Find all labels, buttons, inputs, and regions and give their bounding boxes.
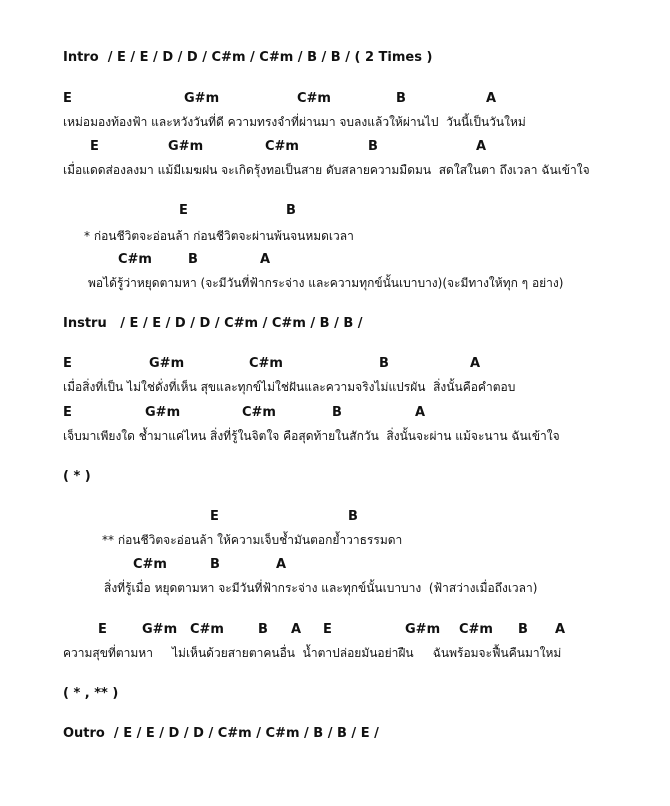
outro-line: Outro / E / E / D / D / C#m / C#m / B / B / E / — [63, 726, 379, 741]
chord: B — [518, 622, 528, 637]
chord: C#m — [190, 622, 224, 637]
chord: E — [63, 91, 72, 106]
chord: A — [276, 557, 287, 572]
chord: C#m — [297, 91, 331, 106]
chord: A — [260, 252, 271, 267]
chord: C#m — [118, 252, 152, 267]
repeat-both-chorus-marker: ( * , ** ) — [63, 686, 119, 701]
verse-1-lyric-2: เมื่อแดดส่องลงมา แม้มีเมฆฝน จะเกิดรุ้งทอเป็นสาย ดับสลายความมืดมน สดใสในตา ถึงเวลา ฉันเข้าใจ — [63, 163, 590, 177]
chord: E — [210, 509, 219, 524]
chord: B — [188, 252, 198, 267]
chord: E — [63, 405, 72, 420]
chord: A — [415, 405, 426, 420]
chord: G#m — [145, 405, 181, 420]
chord: B — [368, 139, 378, 154]
chord: A — [470, 356, 481, 371]
chord: G#m — [405, 622, 441, 637]
chord: B — [332, 405, 342, 420]
chord: C#m — [249, 356, 283, 371]
chord: B — [379, 356, 389, 371]
chord: B — [258, 622, 268, 637]
verse-2-lyric-2: เจ็บมาเพียงใด ช้ำมาแค่ไหน สิ่งที่รู้ในจิตใจ คือสุดท้ายในสักวัน สิ่งนั้นจะผ่าน แม้จะนาน ฉันเข้าใจ — [63, 429, 560, 443]
chord: B — [396, 91, 406, 106]
chorus-2-lyric-1: ** ก่อนชีวิตจะอ่อนล้า ให้ความเจ็บช้ำมันตอกย้ำวาธรรมดา — [102, 533, 403, 547]
verse-2-lyric-1: เมื่อสิ่งที่เป็น ไม่ใช่ดั่งที่เห็น สุขและทุกข์ไม่ใช่ฝันและความจริงไม่แปรผัน สิ่งนั้นคือคำตอบ — [63, 380, 516, 394]
chord: G#m — [168, 139, 204, 154]
chord: G#m — [142, 622, 178, 637]
chord: A — [555, 622, 566, 637]
chord: A — [476, 139, 487, 154]
chord: C#m — [265, 139, 299, 154]
chord: G#m — [149, 356, 185, 371]
chord: C#m — [133, 557, 167, 572]
chord: E — [90, 139, 99, 154]
chorus-1-lyric-1: * ก่อนชีวิตจะอ่อนล้า ก่อนชีวิตจะผ่านพ้นจนหมดเวลา — [84, 229, 354, 243]
chord: E — [63, 356, 72, 371]
chord: B — [348, 509, 358, 524]
chorus-2-lyric-2: สิ่งที่รู้เมื่อ หยุดตามหา จะมีวันที่ฟ้ากระจ่าง และทุกข์นั้นเบาบาง (ฟ้าสว่างเมื่อถึงเวลา) — [104, 581, 538, 595]
chord: G#m — [184, 91, 220, 106]
repeat-chorus-marker: ( * ) — [63, 469, 91, 484]
chord: A — [291, 622, 302, 637]
chord: E — [179, 203, 188, 218]
chord: B — [210, 557, 220, 572]
chord: A — [486, 91, 497, 106]
verse-1-lyric-1: เหม่อมองท้องฟ้า และหวังวันที่ดี ความทรงจำที่ผ่านมา จบลงแล้วให้ผ่านไป วันนี้เป็นวันใหม่ — [63, 115, 526, 129]
bridge-lyric: ความสุขที่ตามหา ไม่เห็นด้วยสายตาคนอื่น น้ำตาปล่อยมันอย่าฝืน ฉันพร้อมจะฟื้นคืนมาใหม่ — [63, 646, 562, 660]
chorus-1-lyric-2: พอได้รู้ว่าหยุดตามหา (จะมีวันที่ฟ้ากระจ่าง และความทุกข์นั้นเบาบาง)(จะมีทางให้ทุก ๆ อย่าง) — [88, 276, 564, 290]
chord: E — [98, 622, 107, 637]
chord: E — [323, 622, 332, 637]
chord: B — [286, 203, 296, 218]
intro-line: Intro / E / E / D / D / C#m / C#m / B / B / ( 2 Times ) — [63, 50, 433, 65]
chord: C#m — [242, 405, 276, 420]
instru-line: Instru / E / E / D / D / C#m / C#m / B / B / — [63, 316, 363, 331]
chord: C#m — [459, 622, 493, 637]
